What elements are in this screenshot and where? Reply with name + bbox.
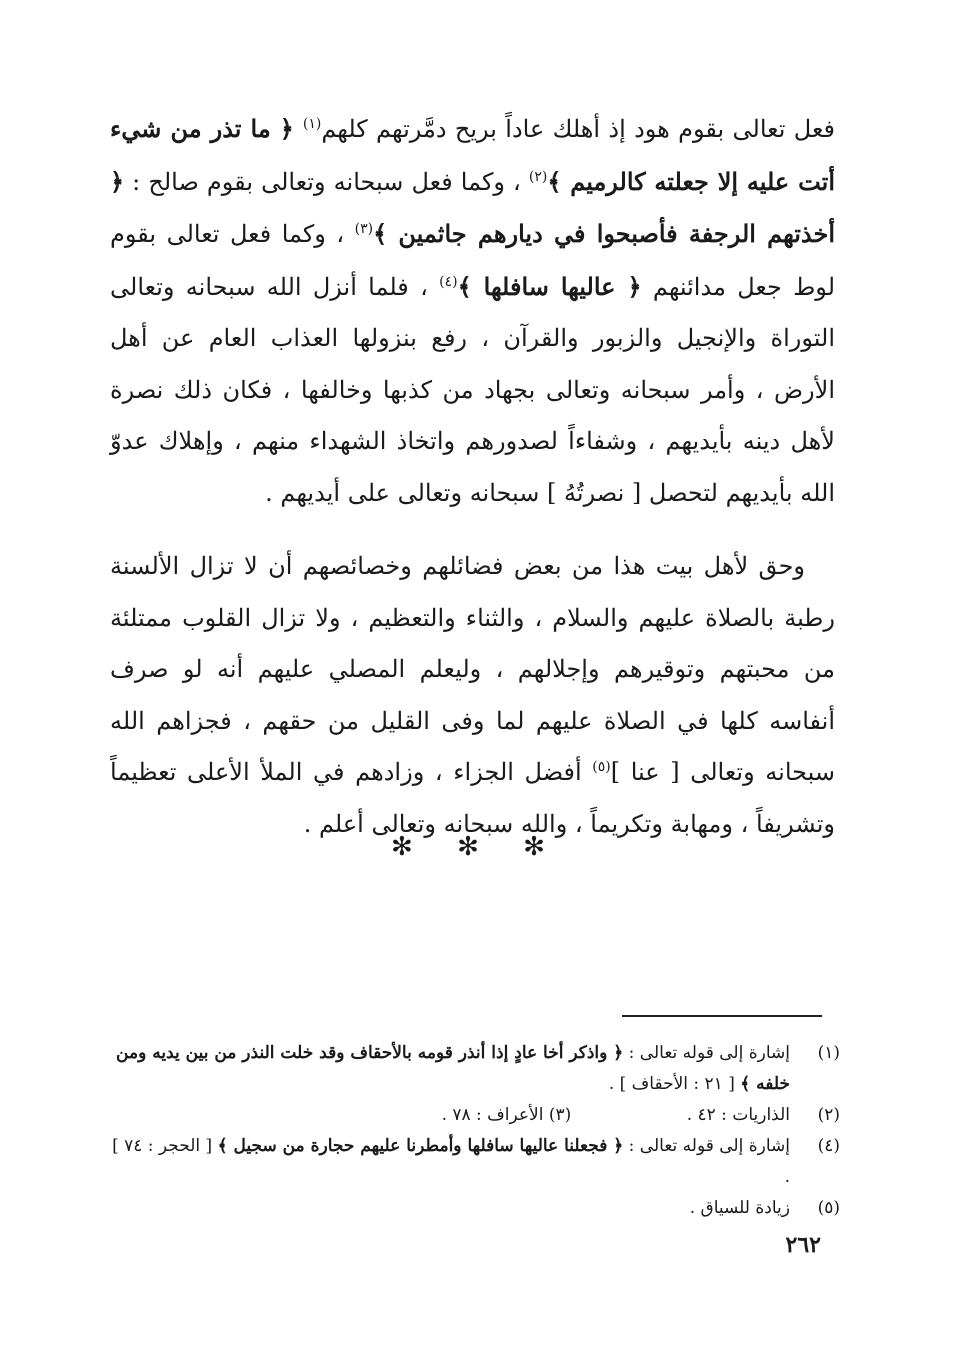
- quran-quote: ﴿ عاليها سافلها ﴾: [457, 271, 642, 301]
- text-run: إشارة إلى قوله تعالى :: [623, 1136, 790, 1156]
- text-run: فعل تعالى بقوم هود إذ أهلك عاداً بريح دمَّرتهم كلهم: [321, 115, 835, 143]
- paragraph-1: [110, 103, 835, 519]
- quran-quote: ﴿ فجعلنا عاليها سافلها وأمطرنا عليهم حجارة من سجيل ﴾: [217, 1136, 624, 1156]
- footnote-text: [105, 1193, 790, 1224]
- footnote-text: [105, 1131, 790, 1193]
- paragraph-2: [110, 541, 835, 850]
- footnote-1: [105, 1038, 840, 1100]
- footnote-ref: (٤): [439, 273, 458, 290]
- footnote-number: (٥): [817, 1198, 840, 1218]
- text-run: زيادة للسياق .: [689, 1198, 790, 1218]
- page-number: ٢٦٢: [785, 1232, 821, 1258]
- text-run: ، فلما أنزل الله سبحانه وتعالى التوراة والإنجيل والزبور والقرآن ، رفع بنزولها العذاب العام عن أهل الأرض ، وأمر سبحانه وتعالى بجهاد من كذبها وخالفها ، فكان ذلك نصرة لأهل دينه بأيديهم ، وشفاءاً لصدورهم واتخاذ الشهداء منهم ، وإهلاك عدوّ الله بأيديهم لتحصل [ نصرتُهُ ] سبحانه وتعالى على أيديهم .: [110, 272, 835, 507]
- footnote-2: [105, 1100, 840, 1131]
- text-run: [ الحجر : ٧٤ ] .: [112, 1136, 790, 1187]
- section-separator: ✻ ✻ ✻: [391, 832, 563, 862]
- main-text: [110, 103, 835, 850]
- text-run: [ ٢١ : الأحقاف ] .: [608, 1074, 741, 1094]
- quran-quote: ﴿ أخذتهم الرجفة فأصبحوا في ديارهم جاثمين ﴾: [110, 166, 835, 248]
- footnote-text: [105, 1038, 790, 1100]
- footnote-number: (١): [817, 1043, 840, 1063]
- footnote-ref: (٢): [528, 168, 548, 185]
- footnote-ref: (٣): [354, 221, 374, 237]
- footnote-text: الأعراف : ٧٨ .: [441, 1105, 544, 1125]
- footnote-ref: (١): [302, 116, 322, 132]
- footnotes: [105, 1038, 840, 1224]
- footnote-ref: (٥): [592, 759, 611, 775]
- quran-quote: ﴿ ما تذر من شيء أتت عليه إلا جعلته كالرميم ﴾: [110, 114, 835, 196]
- footnote-number: (٢): [817, 1105, 840, 1125]
- footnote-rule: [622, 1015, 822, 1017]
- text-run: إشارة إلى قوله تعالى :: [623, 1043, 790, 1063]
- text-run: وحق لأهل بيت هذا من بعض فضائلهم وخصائصهم أن لا تزال الألسنة رطبة بالصلاة عليهم والسلام ، والثناء والتعظيم ، ولا تزال القلوب ممتلئة من محبتهم وتوقيرهم وإجلالهم ، وليعلم المصلي عليهم أنه لو صرف أنفاسه كلها في الصلاة عليهم لما وفى القليل من حقهم ، فجزاهم الله سبحانه وتعالى [ عنا ]: [110, 552, 836, 786]
- text-run: ، وكما فعل سبحانه وتعالى بقوم صالح :: [124, 167, 529, 196]
- footnote-5: [105, 1193, 840, 1224]
- footnote-number: (٤): [817, 1136, 840, 1156]
- text-run: الذاريات : ٤٢ .: [686, 1105, 790, 1125]
- footnote-4: [105, 1131, 840, 1193]
- footnote-number: (٣): [548, 1105, 572, 1125]
- quran-quote: ﴿ واذكر أخا عادٍ إذا أنذر قومه بالأحقاف وقد خلت النذر من بين يديه ومن خلفه ﴾: [116, 1043, 790, 1094]
- text-run: ، وكما فعل تعالى بقوم لوط جعل مدائنهم: [110, 220, 835, 301]
- text-run: أفضل الجزاء ، وزادهم في الملأ الأعلى تعظيماً وتشريفاً ، ومهابة وتكريماً ، والله سبحانه وتعالى أعلم .: [110, 758, 835, 838]
- footnote-text: [687, 1100, 790, 1131]
